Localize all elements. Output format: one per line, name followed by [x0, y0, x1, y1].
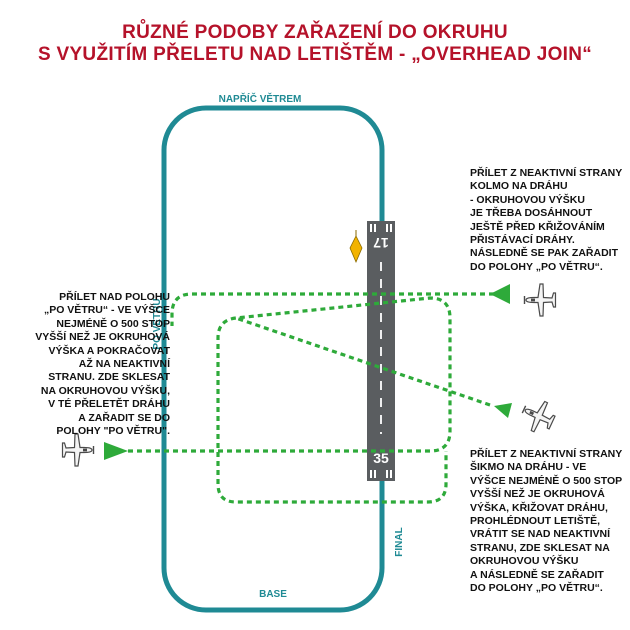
- label-base: BASE: [259, 589, 287, 600]
- description-line: AŽ NA NEAKTIVNÍ: [78, 358, 170, 371]
- title-line-1: RŮZNÉ PODOBY ZAŘAZENÍ DO OKRUHU: [122, 22, 508, 43]
- description-line: PŘÍLET NAD POLOHU: [59, 291, 170, 303]
- description-line: KOLMO NA DRÁHU: [470, 180, 568, 193]
- description-perpendicular-join: [470, 167, 623, 274]
- light-aircraft-icon: [525, 284, 556, 316]
- description-line: POLOHY "PO VĚTRU".: [56, 425, 170, 438]
- traffic-pattern: [164, 108, 382, 610]
- light-aircraft-icon: [63, 434, 94, 466]
- description-line: NA OKRUHOVOU VÝŠKU,: [40, 384, 170, 397]
- description-line: - OKRUHOVOU VÝŠKU: [470, 193, 585, 206]
- description-line: PŘISTÁVACÍ DRÁHY.: [470, 234, 575, 247]
- description-line: VÝŠKA A POKRAČOVAT: [48, 344, 170, 357]
- arrowhead-right-top: [490, 284, 510, 304]
- arrowhead-right-bottom: [494, 403, 512, 418]
- description-line: VRÁTIT SE NAD NEAKTIVNÍ: [470, 528, 611, 541]
- description-line: DO POLOHY „PO VĚTRU“.: [470, 260, 603, 273]
- description-line: ŠIKMO NA DRÁHU - VE: [470, 461, 587, 474]
- light-aircraft-icon: [517, 395, 559, 437]
- description-line: PROHLÉDNOUT LETIŠTĚ,: [470, 515, 601, 528]
- description-overhead-join: [30, 291, 170, 438]
- runway: [367, 221, 395, 481]
- arrowhead-left: [104, 442, 128, 460]
- description-line: VYŠŠÍ NEŽ JE OKRUHOVÁ: [35, 331, 170, 344]
- path-oblique-join: [236, 318, 490, 405]
- windsock-icon: [350, 230, 362, 262]
- label-crosswind: NAPŘÍČ VĚTREM: [218, 94, 302, 105]
- path-overhead-join: [128, 298, 450, 502]
- label-downwind: PO VĚTRU: [152, 298, 163, 350]
- description-oblique-join: [470, 448, 625, 595]
- description-line: JEŠTĚ PŘED KŘIŽOVÁNÍM: [470, 220, 605, 233]
- description-line: STRANU. ZDE SKLESAT: [48, 371, 170, 384]
- description-line: STRANU, ZDE SKLESAT NA: [470, 541, 610, 554]
- description-line: DO POLOHY „PO VĚTRU“.: [470, 582, 603, 595]
- title-line-2: S VYUŽITÍM PŘELETU NAD LETIŠTĚM - „OVERHEAD JOIN“: [37, 44, 593, 65]
- description-line: VÝŠKA, KŘIŽOVAT DRÁHU,: [470, 501, 608, 514]
- description-line: NEJMÉNĚ O 500 STOP: [56, 317, 170, 330]
- description-line: „PO VĚTRU“ - VE VÝŠCE: [43, 304, 170, 317]
- description-line: A ZAŘADIT SE DO: [78, 411, 170, 424]
- description-line: V TÉ PŘELETĚT DRÁHU: [48, 398, 170, 411]
- label-final: FINAL: [394, 527, 405, 557]
- description-line: PŘÍLET Z NEAKTIVNÍ STRANY: [470, 448, 623, 460]
- description-line: JE TŘEBA DOSÁHNOUT: [470, 207, 593, 220]
- runway-35-designator: 35: [373, 450, 389, 466]
- runway-17-designator: 17: [373, 235, 389, 251]
- description-line: A NÁSLEDNĚ SE ZAŘADIT: [470, 568, 604, 581]
- description-line: PŘÍLET Z NEAKTIVNÍ STRANY: [470, 167, 623, 179]
- description-line: VYŠŠÍ NEŽ JE OKRUHOVÁ: [470, 488, 605, 501]
- description-line: NÁSLEDNĚ SE PAK ZAŘADIT: [470, 247, 618, 260]
- description-line: OKRUHOVOU VÝŠKU: [470, 555, 579, 568]
- description-line: VÝŠCE NEJMÉNĚ O 500 STOP: [470, 474, 623, 487]
- path-perpendicular-join: [172, 294, 494, 326]
